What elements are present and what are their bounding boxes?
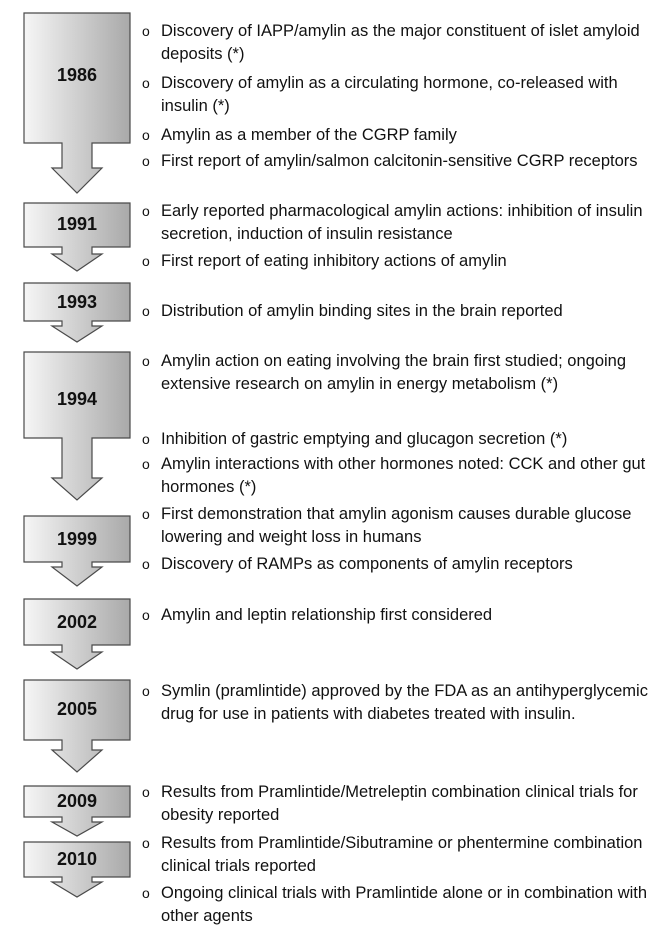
bullet-icon: o bbox=[142, 885, 150, 901]
event-text: Amylin as a member of the CGRP family bbox=[161, 126, 457, 144]
event-text: Discovery of amylin as a circulating hormone, co-released with insulin (*) bbox=[161, 74, 618, 115]
event-text: Results from Pramlintide/Metreleptin combination clinical trials for obesity reported bbox=[161, 783, 638, 824]
year-label-2002: 2002 bbox=[56, 612, 98, 632]
arrow-1994 bbox=[24, 352, 130, 500]
year-label-2010: 2010 bbox=[56, 849, 98, 869]
event-text: Early reported pharmacological amylin actions: inhibition of insulin secretion, induction of insulin resistance bbox=[161, 202, 643, 243]
event-item bbox=[142, 428, 662, 451]
event-text: Amylin and leptin relationship first considered bbox=[161, 606, 493, 624]
event-item bbox=[142, 453, 662, 498]
bullet-icon: o bbox=[142, 506, 150, 522]
bullet-icon: o bbox=[142, 607, 150, 623]
event-item bbox=[142, 150, 662, 173]
event-text: First report of amylin/salmon calcitonin-sensitive CGRP receptors bbox=[161, 152, 638, 170]
bullet-icon: o bbox=[142, 683, 150, 699]
year-label-1994: 1994 bbox=[56, 389, 98, 409]
event-text: Discovery of IAPP/amylin as the major constituent of islet amyloid deposits (*) bbox=[161, 22, 640, 63]
bullet-icon: o bbox=[142, 253, 150, 269]
bullet-icon: o bbox=[142, 23, 150, 39]
bullet-icon: o bbox=[142, 835, 150, 851]
event-item bbox=[142, 832, 662, 877]
event-item bbox=[142, 503, 662, 548]
event-item bbox=[142, 553, 662, 576]
event-text: Amylin action on eating involving the brain first studied; ongoing extensive research on amylin in energy metabolism (*) bbox=[161, 352, 627, 393]
event-item bbox=[142, 300, 662, 323]
event-text: First demonstration that amylin agonism causes durable glucose lowering and weight loss in humans bbox=[161, 505, 632, 546]
event-text: Ongoing clinical trials with Pramlintide alone or in combination with other agents bbox=[161, 884, 648, 925]
year-label-1991: 1991 bbox=[56, 214, 98, 234]
event-item bbox=[142, 72, 662, 117]
event-item bbox=[142, 20, 662, 65]
event-text: First report of eating inhibitory actions of amylin bbox=[161, 252, 507, 270]
event-text: Inhibition of gastric emptying and glucagon secretion (*) bbox=[161, 430, 568, 448]
event-text: Symlin (pramlintide) approved by the FDA as an antihyperglycemic drug for use in patients with diabetes treated with insulin. bbox=[161, 682, 648, 723]
bullet-icon: o bbox=[142, 127, 150, 143]
bullet-icon: o bbox=[142, 153, 150, 169]
bullet-icon: o bbox=[142, 556, 150, 572]
arrow-1999 bbox=[24, 516, 130, 586]
event-item bbox=[142, 350, 662, 395]
event-item bbox=[142, 250, 662, 273]
event-item bbox=[142, 781, 662, 826]
arrow-2005 bbox=[24, 680, 130, 772]
bullet-icon: o bbox=[142, 75, 150, 91]
event-item bbox=[142, 680, 662, 725]
arrow-2002 bbox=[24, 599, 130, 669]
event-text: Distribution of amylin binding sites in the brain reported bbox=[161, 302, 563, 320]
event-item bbox=[142, 604, 662, 627]
event-item bbox=[142, 124, 662, 147]
event-text: Results from Pramlintide/Sibutramine or phentermine combination clinical trials reported bbox=[161, 834, 643, 875]
event-item bbox=[142, 882, 662, 927]
bullet-icon: o bbox=[142, 784, 150, 800]
bullet-icon: o bbox=[142, 203, 150, 219]
year-label-1993: 1993 bbox=[56, 292, 98, 312]
event-item bbox=[142, 200, 662, 245]
year-label-1986: 1986 bbox=[56, 65, 98, 85]
bullet-icon: o bbox=[142, 456, 150, 472]
event-text: Discovery of RAMPs as components of amylin receptors bbox=[161, 555, 573, 573]
year-label-2005: 2005 bbox=[56, 699, 98, 719]
event-text: Amylin interactions with other hormones noted: CCK and other gut hormones (*) bbox=[161, 455, 646, 496]
year-label-2009: 2009 bbox=[56, 791, 98, 811]
year-label-1999: 1999 bbox=[56, 529, 98, 549]
bullet-icon: o bbox=[142, 353, 150, 369]
arrow-1986 bbox=[24, 13, 130, 193]
bullet-icon: o bbox=[142, 431, 150, 447]
bullet-icon: o bbox=[142, 303, 150, 319]
